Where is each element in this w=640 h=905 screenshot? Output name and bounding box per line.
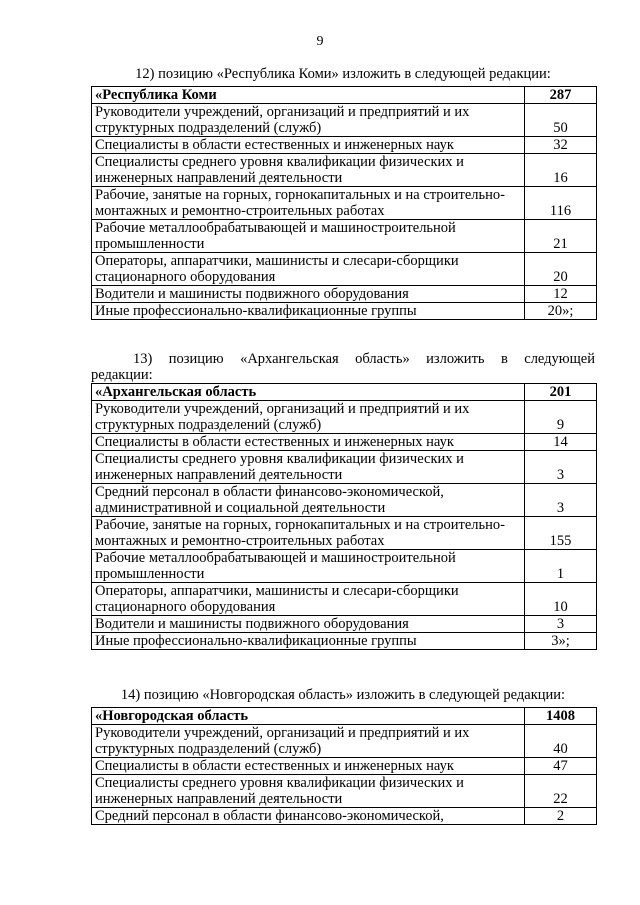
- data-table: [91, 86, 597, 320]
- table-row: [92, 253, 597, 286]
- row-label: Рабочие, занятые на горных, горнокапитальных и на строительно-монтажных и ремонтно-строительных работах: [92, 187, 525, 220]
- table-row: [92, 775, 597, 808]
- row-label: Операторы, аппаратчики, машинисты и слесари-сборщики стационарного оборудования: [92, 253, 525, 286]
- table-row: [92, 484, 597, 517]
- region-name: «Республика Коми: [92, 87, 525, 104]
- table-row: [92, 758, 597, 775]
- row-value: 20: [525, 253, 597, 286]
- row-value: 21: [525, 220, 597, 253]
- row-label: Специалисты в области естественных и инженерных наук: [92, 434, 525, 451]
- table-row: [92, 616, 597, 633]
- row-value: 40: [525, 725, 597, 758]
- region-total: 1408: [525, 708, 597, 725]
- row-label: Руководители учреждений, организаций и предприятий и их структурных подразделений (служб): [92, 725, 525, 758]
- table-row: [92, 725, 597, 758]
- section-intro: 14) позицию «Новгородская область» изложить в следующей редакции:: [120, 687, 566, 703]
- row-value: 2: [525, 808, 597, 825]
- row-value: 116: [525, 187, 597, 220]
- region-total: 201: [525, 384, 597, 401]
- row-value: 20»;: [525, 303, 597, 320]
- row-value: 22: [525, 775, 597, 808]
- section-intro: 13) позицию «Архангельская область» изложить в следующей: [133, 351, 595, 367]
- table-row: [92, 187, 597, 220]
- table-row: [92, 286, 597, 303]
- row-label: Иные профессионально-квалификационные группы: [92, 303, 525, 320]
- table-header-row: [92, 87, 597, 104]
- data-table: [91, 707, 597, 825]
- row-label: Иные профессионально-квалификационные группы: [92, 633, 525, 650]
- row-value: 47: [525, 758, 597, 775]
- row-value: 14: [525, 434, 597, 451]
- page-number: 9: [316, 34, 324, 49]
- row-label: Специалисты в области естественных и инженерных наук: [92, 758, 525, 775]
- row-value: 3: [525, 484, 597, 517]
- row-label: Специалисты среднего уровня квалификации физических и инженерных направлений деятельности: [92, 775, 525, 808]
- row-label: Средний персонал в области финансово-экономической, административной и социальной деятельности: [92, 484, 525, 517]
- row-value: 32: [525, 137, 597, 154]
- table-row: [92, 104, 597, 137]
- section-intro-continued: редакции:: [91, 367, 153, 383]
- row-value: 1: [525, 550, 597, 583]
- row-value: 3: [525, 451, 597, 484]
- table-header-row: [92, 708, 597, 725]
- row-label: Руководители учреждений, организаций и предприятий и их структурных подразделений (служб): [92, 104, 525, 137]
- section-intro: 12) позицию «Республика Коми» изложить в следующей редакции:: [135, 66, 551, 82]
- table-header-row: [92, 384, 597, 401]
- row-value: 12: [525, 286, 597, 303]
- row-value: 50: [525, 104, 597, 137]
- row-label: Рабочие, занятые на горных, горнокапитальных и на строительно-монтажных и ремонтно-строительных работах: [92, 517, 525, 550]
- table-row: [92, 633, 597, 650]
- section-arkhangelsk: [91, 351, 595, 650]
- row-label: Рабочие металлообрабатывающей и машиностроительной промышленности: [92, 220, 525, 253]
- row-value: 3: [525, 616, 597, 633]
- region-name: «Архангельская область: [92, 384, 525, 401]
- row-value: 155: [525, 517, 597, 550]
- section-komi: [91, 66, 595, 320]
- row-value: 3»;: [525, 633, 597, 650]
- row-label: Водители и машинисты подвижного оборудования: [92, 286, 525, 303]
- table-row: [92, 808, 597, 825]
- table-row: [92, 137, 597, 154]
- table-row: [92, 517, 597, 550]
- table-row: [92, 220, 597, 253]
- row-value: 10: [525, 583, 597, 616]
- row-value: 9: [525, 401, 597, 434]
- row-label: Специалисты среднего уровня квалификации физических и инженерных направлений деятельности: [92, 451, 525, 484]
- table-row: [92, 303, 597, 320]
- row-label: Специалисты среднего уровня квалификации физических и инженерных направлений деятельности: [92, 154, 525, 187]
- row-label: Операторы, аппаратчики, машинисты и слесари-сборщики стационарного оборудования: [92, 583, 525, 616]
- section-novgorod: [91, 687, 595, 825]
- table-row: [92, 401, 597, 434]
- row-label: Специалисты в области естественных и инженерных наук: [92, 137, 525, 154]
- table-row: [92, 434, 597, 451]
- region-name: «Новгородская область: [92, 708, 525, 725]
- row-label: Рабочие металлообрабатывающей и машиностроительной промышленности: [92, 550, 525, 583]
- row-label: Руководители учреждений, организаций и предприятий и их структурных подразделений (служб): [92, 401, 525, 434]
- region-total: 287: [525, 87, 597, 104]
- row-value: 16: [525, 154, 597, 187]
- table-row: [92, 583, 597, 616]
- data-table: [91, 383, 597, 650]
- row-label: Водители и машинисты подвижного оборудования: [92, 616, 525, 633]
- row-label: Средний персонал в области финансово-экономической,: [92, 808, 525, 825]
- table-row: [92, 154, 597, 187]
- table-row: [92, 451, 597, 484]
- table-row: [92, 550, 597, 583]
